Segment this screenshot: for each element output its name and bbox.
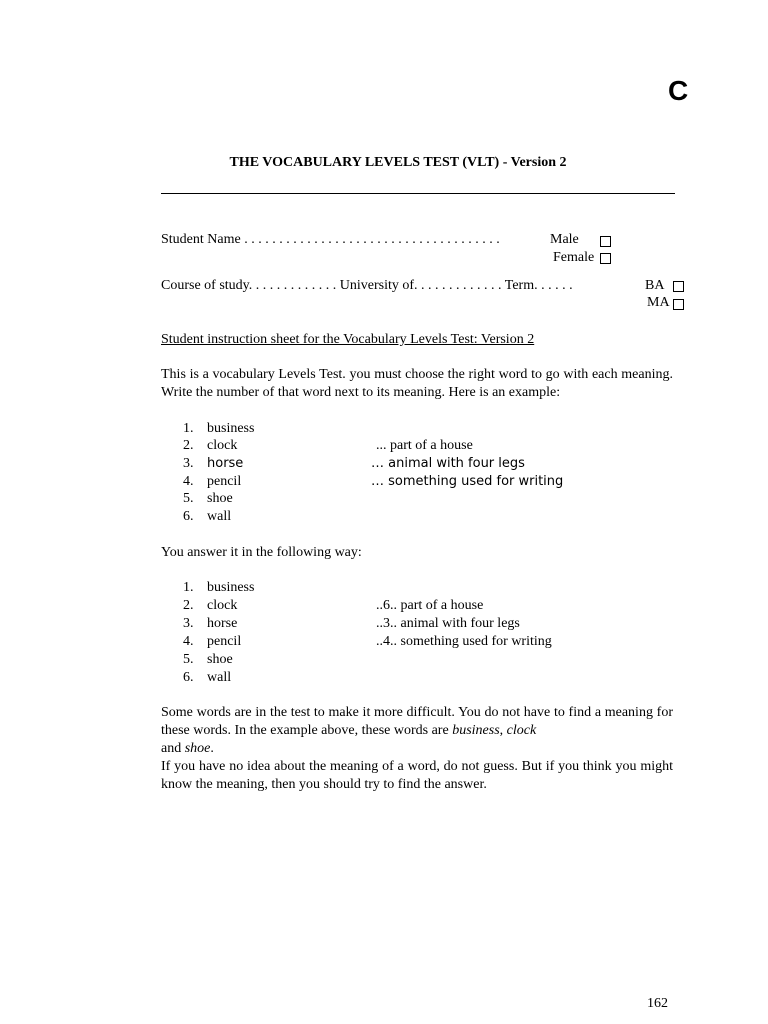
ma-label: MA bbox=[647, 295, 670, 310]
corner-mark: C bbox=[668, 75, 689, 106]
list-item: shoe bbox=[207, 491, 233, 506]
ma-checkbox[interactable] bbox=[673, 299, 684, 310]
answer-meaning-item: ..3.. animal with four legs bbox=[376, 616, 520, 631]
list-item: pencil bbox=[207, 474, 242, 489]
list-number: 5. bbox=[183, 652, 194, 667]
closing-paragraph bbox=[161, 704, 673, 758]
list-item: wall bbox=[207, 670, 232, 685]
list-number: 1. bbox=[183, 421, 194, 436]
closing-text: Some words are in the test to make it more difficult. You do not have to find a meaning for these words. In the example above, these words are bbox=[161, 705, 673, 738]
intro-paragraph: This is a vocabulary Levels Test. you must choose the right word to go with each meaning. Write the number of that word next to its meaning. Here is an example: bbox=[161, 367, 673, 400]
list-number: 3. bbox=[183, 616, 194, 631]
list-item: clock bbox=[207, 598, 238, 613]
list-number: 2. bbox=[183, 598, 194, 613]
answer-meaning-item: ..6.. part of a house bbox=[376, 598, 484, 613]
list-item: wall bbox=[207, 509, 232, 524]
meaning-item: ... part of a house bbox=[376, 438, 473, 453]
page-number: 162 bbox=[647, 996, 668, 1011]
female-label: Female bbox=[553, 250, 595, 265]
list-number: 6. bbox=[183, 670, 194, 685]
list-number: 3. bbox=[183, 456, 194, 471]
list-number: 1. bbox=[183, 580, 194, 595]
student-name-label: Student Name . . . . . . . . . . . . . . . . . . . . . . . . . . . . . . . . . . . . . bbox=[161, 232, 500, 247]
guess-paragraph: If you have no idea about the meaning of a word, do not guess. But if you think you might know the meaning, then you should try to find the answer. bbox=[161, 759, 673, 792]
title-divider bbox=[161, 193, 675, 194]
meaning-item: … animal with four legs bbox=[371, 456, 525, 471]
ba-label: BA bbox=[645, 278, 665, 293]
italic-word: business bbox=[452, 723, 500, 738]
list-item: shoe bbox=[207, 652, 233, 667]
ba-checkbox[interactable] bbox=[673, 281, 684, 292]
female-checkbox[interactable] bbox=[600, 253, 611, 264]
list-number: 5. bbox=[183, 491, 194, 506]
answer-intro: You answer it in the following way: bbox=[161, 545, 362, 560]
list-number: 4. bbox=[183, 474, 194, 489]
instruction-heading: Student instruction sheet for the Vocabulary Levels Test: Version 2 bbox=[161, 332, 535, 347]
list-number: 2. bbox=[183, 438, 194, 453]
italic-word: shoe bbox=[184, 741, 211, 756]
list-item: horse bbox=[207, 456, 244, 471]
closing-text: and bbox=[161, 741, 185, 756]
list-item: pencil bbox=[207, 634, 242, 649]
page-title: THE VOCABULARY LEVELS TEST (VLT) - Version 2 bbox=[229, 155, 567, 170]
list-item: business bbox=[207, 421, 255, 436]
list-item: clock bbox=[207, 438, 238, 453]
list-number: 4. bbox=[183, 634, 194, 649]
closing-text: , bbox=[499, 723, 507, 738]
male-option bbox=[550, 231, 579, 249]
male-label: Male bbox=[550, 232, 579, 247]
meaning-item: … something used for writing bbox=[371, 474, 564, 489]
course-line: Course of study. . . . . . . . . . . . . University of. . . . . . . . . . . . . Term. . . . . . bbox=[161, 278, 573, 293]
female-option bbox=[553, 249, 594, 267]
male-checkbox[interactable] bbox=[600, 236, 611, 247]
list-number: 6. bbox=[183, 509, 194, 524]
list-item: business bbox=[207, 580, 255, 595]
closing-text: . bbox=[210, 741, 214, 756]
answer-meaning-item: ..4.. something used for writing bbox=[376, 634, 552, 649]
italic-word: clock bbox=[506, 723, 537, 738]
list-item: horse bbox=[207, 616, 238, 631]
